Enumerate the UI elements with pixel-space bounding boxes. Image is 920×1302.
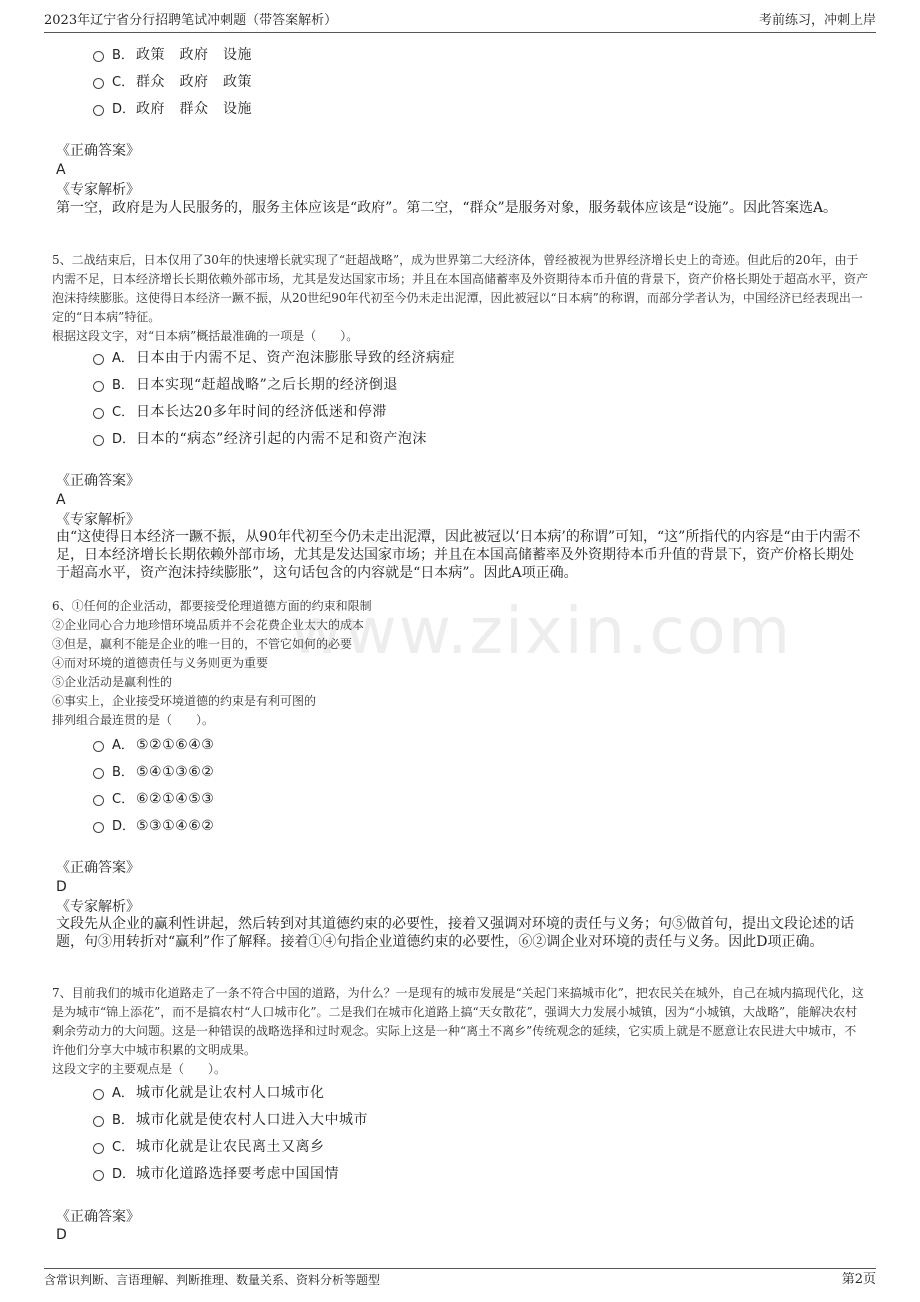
q4-analysis: 第一空，政府是为人民服务的，服务主体应该是“政府”。第二空，“群众”是服务对象，服务载体应该是“设施”。因此答案选A。: [56, 200, 838, 216]
analysis-label: 《专家解析》: [56, 182, 140, 198]
q6-option-c[interactable]: C． ⑥②①④⑤③: [93, 788, 214, 810]
q6-option-b[interactable]: B． ⑤④①③⑥②: [93, 761, 214, 783]
watermark: www.zixin.com: [290, 595, 793, 669]
radio-icon[interactable]: [93, 768, 104, 779]
q7-option-c[interactable]: C． 城市化就是让农民离土又离乡: [93, 1136, 325, 1158]
q6-stem: 6、①任何的企业活动，都要接受伦理道德方面的约束和限制 ②企业同心合力地珍惜环境品质并不会花费企业太大的成本 ③但是，赢利不能是企业的唯一目的，不管它如何的必要 ④而对环境的道德责任与义务则更为重要 ⑤企业活动是赢利性的 ⑥事实上，企业接受环境道德的约束是有利可图的 排列组合最连贯的是（ ）。: [52, 599, 372, 727]
q5-option-c[interactable]: C． 日本长达20多年时间的经济低迷和停滞: [93, 401, 387, 423]
radio-icon[interactable]: [93, 381, 104, 392]
q5-option-d[interactable]: D．日本的“病态”经济引起的内需不足和资产泡沫: [93, 428, 427, 450]
radio-icon[interactable]: [93, 78, 104, 89]
radio-icon[interactable]: [93, 435, 104, 446]
header-slogan: 考前练习，冲刺上岸: [758, 13, 876, 28]
answer-label: 《正确答案》: [56, 143, 140, 159]
q4-answer: A: [56, 162, 66, 178]
q5-option-a[interactable]: A． 日本由于内需不足、资产泡沫膨胀导致的经济病症: [93, 347, 455, 369]
radio-icon[interactable]: [93, 822, 104, 833]
q7-option-a[interactable]: A． 城市化就是让农村人口城市化: [93, 1082, 325, 1104]
q6-option-a[interactable]: A． ⑤②①⑥④③: [93, 734, 214, 756]
radio-icon[interactable]: [93, 51, 104, 62]
q7-option-d[interactable]: D．城市化道路选择要考虑中国国情: [93, 1163, 339, 1185]
footer-topics: 含常识判断、言语理解、判断推理、数量关系、资料分析等题型: [44, 1273, 381, 1287]
radio-icon[interactable]: [93, 1116, 104, 1127]
q5-stem: 5、二战结束后，日本仅用了30年的快速增长就实现了“赶超战略”，成为世界第二大经济体，曾经被视为世界经济增长史上的奇迹。但此后的20年，由于内需不足，日本经济增长长期依赖外部市场，尤其是发达国家市场；并且在本国高储蓄率及外资期待本币升值的背景下，资产价格长期处于超高水平，资产泡沫持续膨胀。这使得日本经济一蹶不振，从20世纪90年代初至今仍未走出泥潭，因此被冠以“日本病”的称谓，而部分学者认为，中国经济已经表现出一定的“日本病”特征。 根据这段文字，对“日本病”概括最准确的一项是（ ）。: [52, 253, 869, 343]
answer-label: 《正确答案》: [56, 860, 140, 876]
q4-option-c[interactable]: C． 群众 政府 政策: [93, 71, 252, 93]
radio-icon[interactable]: [93, 105, 104, 116]
document-title: 2023年辽宁省分行招聘笔试冲刺题（带答案解析）: [44, 13, 338, 28]
q4-option-d[interactable]: D．政府 群众 设施: [93, 98, 252, 120]
radio-icon[interactable]: [93, 795, 104, 806]
analysis-label: 《专家解析》: [56, 512, 140, 528]
q6-analysis: 文段先从企业的赢利性讲起，然后转到对其道德约束的必要性，接着又强调对环境的责任与义务；句⑤做首句，提出文段论述的话题，句③用转折对“赢利”作了解释。接着①④句指企业道德约束的必要性，⑥②调企业对环境的责任与义务。因此D项正确。: [56, 916, 854, 950]
radio-icon[interactable]: [93, 408, 104, 419]
q5-option-b[interactable]: B． 日本实现“赶超战略”之后长期的经济倒退: [93, 374, 398, 396]
answer-label: 《正确答案》: [56, 1209, 140, 1225]
radio-icon[interactable]: [93, 1143, 104, 1154]
radio-icon[interactable]: [93, 1089, 104, 1100]
page-number: 第2页: [841, 1272, 876, 1287]
q7-stem: 7、目前我们的城市化道路走了一条不符合中国的道路，为什么？一是现有的城市发展是“关起门来搞城市化”，把农民关在城外，自己在城内搞现代化，这是为城市“锦上添花”，而不是搞农村“人口城市化”。二是我们在城市化道路上搞“天女散花”，强调大力发展小城镇，因为“小城镇，大战略”，能解决农村剩余劳动力的大问题。这是一种错误的战略选择和过时观念。实际上这是一种“离土不离乡”传统观念的延续，它实质上就是不愿意让农民进大中城市，不许他们分享大中城市积累的文明成果。 这段文字的主要观点是（ ）。: [52, 986, 864, 1076]
q4-option-b[interactable]: B． 政策 政府 设施: [93, 44, 252, 66]
q7-answer: D: [56, 1227, 67, 1243]
radio-icon[interactable]: [93, 354, 104, 365]
q5-answer: A: [56, 492, 66, 508]
radio-icon[interactable]: [93, 1170, 104, 1181]
page-header: [44, 10, 876, 33]
answer-label: 《正确答案》: [56, 473, 140, 489]
q6-answer: D: [56, 879, 67, 895]
page-footer: [44, 1268, 876, 1291]
q7-option-b[interactable]: B． 城市化就是使农村人口进入大中城市: [93, 1109, 368, 1131]
radio-icon[interactable]: [93, 741, 104, 752]
analysis-label: 《专家解析》: [56, 899, 140, 915]
q5-analysis: 由“这使得日本经济一蹶不振，从90年代初至今仍未走出泥潭，因此被冠以‘日本病’的称谓”可知，“这”所指代的内容是“由于内需不足，日本经济增长长期依赖外部市场，尤其是发达国家市场；并且在本国高储蓄率及外资期待本币升值的背景下，资产价格长期处于超高水平，资产泡沫持续膨胀”，这句话包含的内容就是“日本病”。因此A项正确。: [56, 529, 861, 581]
q6-option-d[interactable]: D．⑤③①④⑥②: [93, 815, 214, 837]
